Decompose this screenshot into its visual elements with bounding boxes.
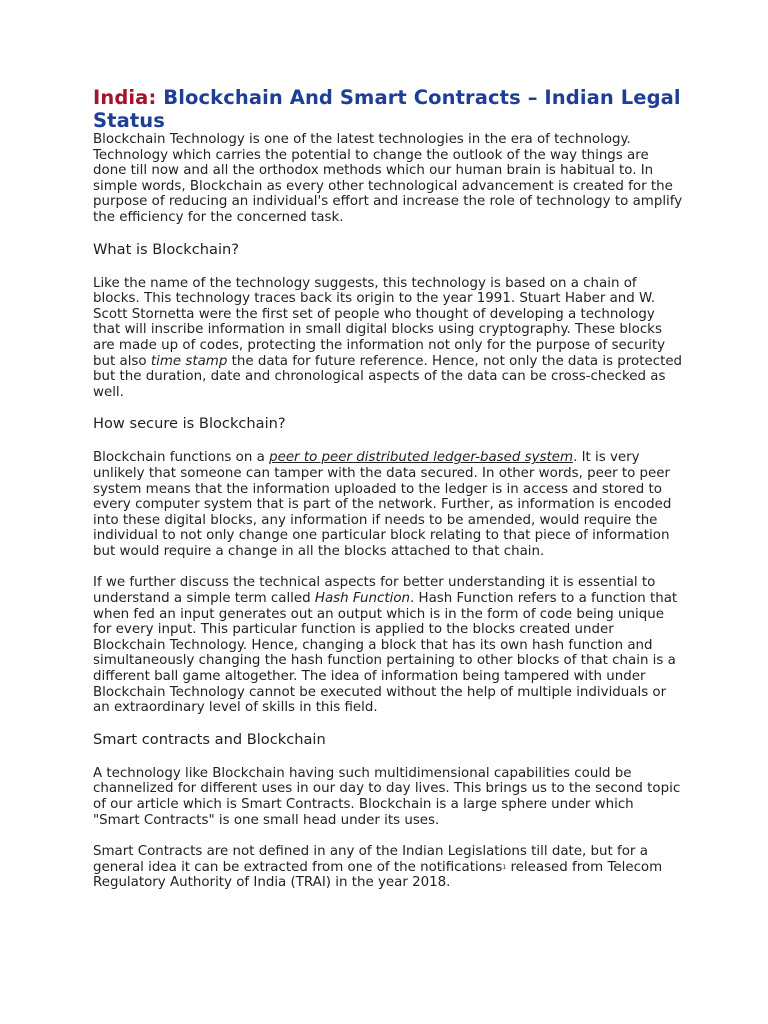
section-heading-what-is-blockchain: What is Blockchain? xyxy=(93,240,240,258)
paragraph-text: . It is very unlikely that someone can tamper with the data secured. In other words, peer to peer system means that the information uploaded to the ledger is in access and stored to every computer system that is part of the network. Further, as information is encoded into these digital blocks, any information if needs to be amended, would require the individual to not only change one particular block relating to that piece of information but would require a change in all the blocks attached to that chain. xyxy=(93,450,672,559)
how-secure-paragraph-1 xyxy=(93,450,683,559)
intro-paragraph: Blockchain Technology is one of the latest technologies in the era of technology. Technology which carries the potential to change the outlook of the way things are done till now and all the orthodox methods which our human brain is habitual to. In simple words, Blockchain as every other technological advancement is created for the purpose of reducing an individual's effort and increase the role of technology to amplify the efficiency for the concerned task. xyxy=(93,132,683,225)
paragraph-text: Like the name of the technology suggests, this technology is based on a chain of blocks. This technology traces back its origin to the year 1991. Stuart Haber and W. Scott Stornetta were the first set of people who thought of developing a technology that will inscribe information in small digital blocks using cryptography. These blocks are made up of codes, protecting the information not only for the purpose of security but also xyxy=(93,275,666,369)
ledger-link[interactable]: peer to peer distributed ledger-based system xyxy=(269,450,574,466)
country-label: India: xyxy=(93,86,157,109)
what-is-blockchain-paragraph xyxy=(93,276,683,401)
section-heading-how-secure: How secure is Blockchain? xyxy=(93,415,286,433)
title-text: Blockchain And Smart Contracts – Indian Legal Status xyxy=(93,86,681,132)
paragraph-text: released from Telecom Regulatory Authority of India (TRAI) in the year 2018. xyxy=(93,859,663,891)
emphasis-hash-function: Hash Function xyxy=(314,591,411,607)
article xyxy=(93,86,683,891)
smart-contracts-paragraph-1: A technology like Blockchain having such multidimensional capabilities could be channelized for different uses in our day to day lives. This brings us to the second topic of our article which is Smart Contracts. Blockchain is a large sphere under which "Smart Contracts" is one small head under its uses. xyxy=(93,765,681,828)
paragraph-text: Blockchain functions on a xyxy=(93,450,270,466)
paragraph-text: If we further discuss the technical aspects for better understanding it is essential to understand a simple term called xyxy=(93,575,656,607)
how-secure-paragraph-2 xyxy=(93,575,683,715)
section-heading-smart-contracts: Smart contracts and Blockchain xyxy=(93,730,326,748)
emphasis-time-stamp: time stamp xyxy=(150,353,228,369)
smart-contracts-paragraph-2 xyxy=(93,844,683,891)
article-title xyxy=(93,86,683,132)
paragraph-text: the data for future reference. Hence, not only the data is protected but the duration, date and chronological aspects of the data can be cross-checked as well. xyxy=(93,353,683,400)
footnote-marker[interactable]: 1 xyxy=(502,863,507,871)
paragraph-text: . Hash Function refers to a function that when fed an input generates out an output which is in the form of code being unique for every input. This particular function is applied to the blocks created under Blockchain Technology. Hence, changing a block that has its own hash function and simultaneously changing the hash function pertaining to other blocks of that chain is a different ball game altogether. The idea of information being tampered with under Blockchain Technology cannot be executed without the help of multiple individuals or an extraordinary level of skills in this field. xyxy=(93,591,678,716)
paragraph-text: Smart Contracts are not defined in any of the Indian Legislations till date, but for a general idea it can be extracted from one of the notifications xyxy=(93,844,648,875)
